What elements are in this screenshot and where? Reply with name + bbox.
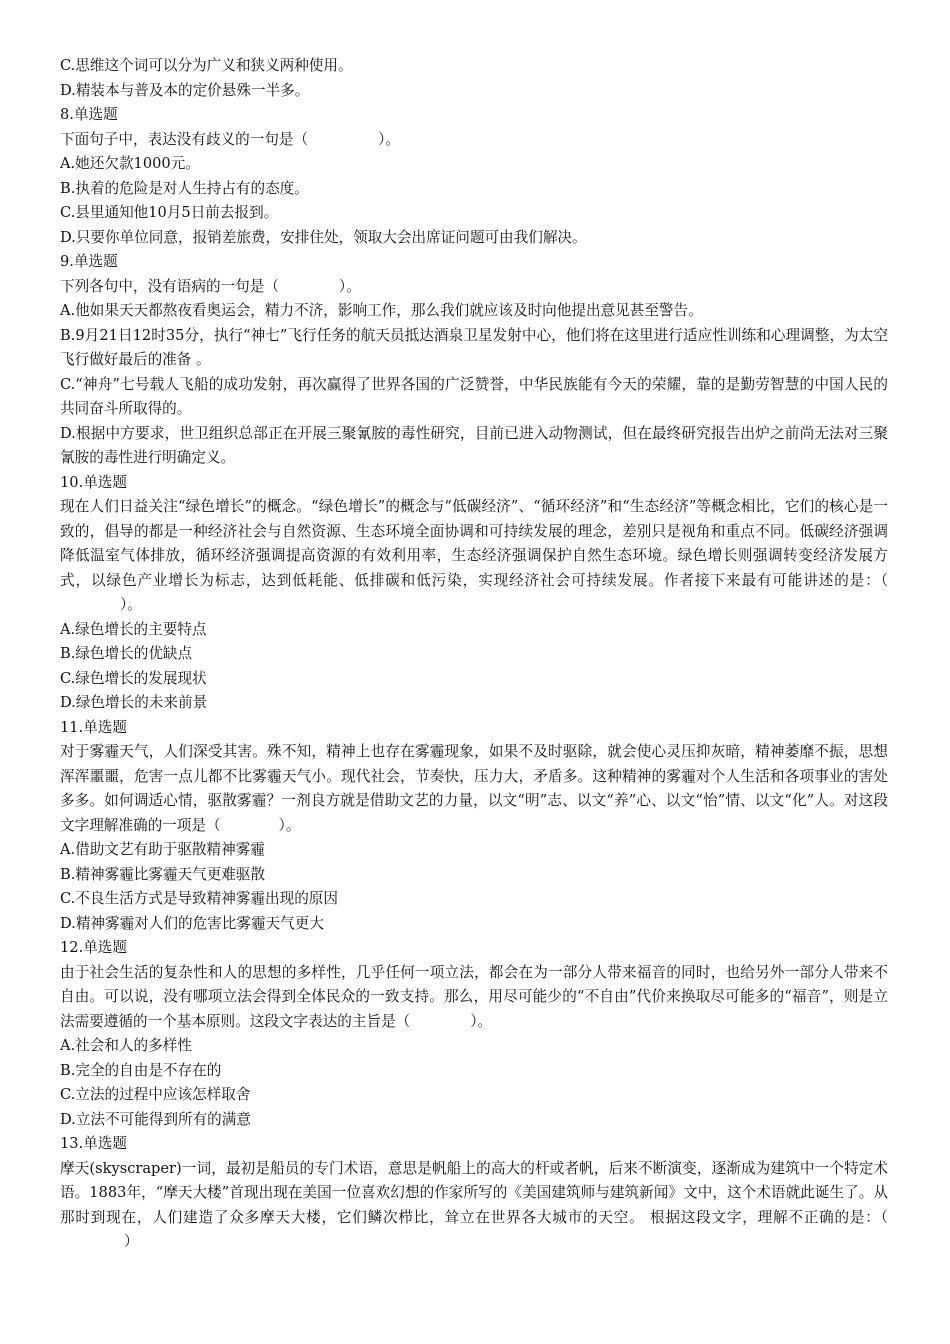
option-b: B.执着的危险是对人生持占有的态度。: [60, 179, 309, 197]
stem-text: 对于雾霾天气，人们深受其害。殊不知，精神上也存在雾霾现象，如果不及时驱除，就会使心灵压抑灰暗，精神萎靡不振，思想浑浑噩噩，危害一点儿都不比雾霾天气小。现代社会，节奏快，压力大，矛盾多。这种精神的雾霾对个人生活和各项事业的害处多多。如何调适心情，驱散雾霾？一剂良方就是借助文艺的力量，以文“明”志、以文“养”心、以文“怡”情、以文“化”人。对这段文字理解准确的一项是（: [60, 743, 888, 834]
option-a: A.他如果天天都熬夜看奥运会，精力不济，影响工作，那么我们就应该及时向他提出意见甚至警告。: [60, 302, 703, 319]
question-10: [60, 471, 888, 716]
question-13: [60, 1132, 888, 1255]
question-header: 9.单选题: [60, 253, 118, 270]
option-c: C.不良生活方式是导致精神雾霾出现的原因: [60, 890, 338, 907]
option-a: A.她还欠款1000元。: [60, 155, 200, 172]
option-c: C.立法的过程中应该怎样取舍: [60, 1086, 251, 1103]
question-8: [60, 103, 888, 250]
option-b: B.精神雾霾比雾霾天气更难驱散: [60, 865, 266, 883]
option-d: D.精神雾霾对人们的危害比雾霾天气更大: [60, 914, 324, 932]
stem-text: 现在人们日益关注“绿色增长”的概念。“绿色增长”的概念与“低碳经济”、“循环经济”和“生态经济”等概念相比，它们的核心是一致的，倡导的都是一种经济社会与自然资源、生态环境全面协调和可持续发展的理念，差别只是视角和重点不同。低碳经济强调降低温室气体排放，循环经济强调提高资源的有效利用率，生态经济强调保护自然生态环境。绿色增长则强调转变经济发展方式，以绿色产业增长为标志，达到低耗能、低排碳和低污染，实现经济社会可持续发展。作者接下来最有可能讲述的是：（: [60, 498, 888, 589]
option-c: C.“神舟”七号载人飞船的成功发射，再次赢得了世界各国的广泛赞誉，中华民族能有今天的荣耀，靠的是勤劳智慧的中国人民的共同奋斗所取得的。: [60, 375, 888, 417]
document-page: [60, 54, 888, 1255]
option-c: C.思维这个词可以分为广义和狭义两种使用。: [60, 57, 353, 74]
question-stem: [60, 1157, 888, 1255]
question-stem: [60, 128, 888, 153]
stem-end: ）。: [278, 816, 301, 834]
question-header: 13.单选题: [60, 1135, 127, 1152]
option-d: D.绿色增长的未来前景: [60, 694, 208, 711]
question-11: [60, 716, 888, 937]
option-a: A.社会和人的多样性: [60, 1037, 192, 1054]
stem-text: 由于社会生活的复杂性和人的思想的多样性，几乎任何一项立法，都会在为一部分人带来福音的同时，也给另外一部分人带来不自由。可以说，没有哪项立法会得到全体民众的一致支持。那么，用尽可能少的“不自由”代价来换取尽可能多的“福音”，则是立法需要遵循的一个基本原则。这段文字表达的主旨是（: [60, 963, 888, 1030]
question-stem: [60, 495, 888, 618]
stem-end: ）。: [470, 1012, 493, 1030]
stem-end: ）。: [120, 596, 142, 613]
stem-end: ）。: [378, 130, 400, 148]
option-d: D.精装本与普及本的定价悬殊一半多。: [60, 81, 310, 99]
option-b: B.绿色增长的优缺点: [60, 645, 193, 662]
option-d: D.只要你单位同意，报销差旅费，安排住处，领取大会出席证问题可由我们解决。: [60, 228, 587, 246]
stem-end: ）: [124, 1233, 139, 1250]
option-c: C.绿色增长的发展现状: [60, 669, 207, 687]
question-stem: [60, 275, 888, 300]
question-header: 10.单选题: [60, 473, 127, 491]
option-a: A.绿色增长的主要特点: [60, 620, 207, 638]
stem-text: 摩天(skyscraper)一词，最初是船员的专门术语，意思是帆船上的高大的杆或者帆，后来不断演变，逐渐成为建筑中一个特定术语。1883年，“摩天大楼”首现出现在美国一位喜欢幻想的作家所写的《美国建筑师与建筑新闻》文中，这个术语就此诞生了。从那时到现在，人们建造了众多摩天大楼，它们鳞次栉比，耸立在世界各大城市的天空。 根据这段文字，理解不正确的是：（: [60, 1159, 888, 1226]
option-c: C.县里通知他10月5日前去报到。: [60, 204, 279, 221]
question-header: 11.单选题: [60, 718, 127, 736]
question-header: 8.单选题: [60, 106, 118, 123]
question-9: [60, 250, 888, 471]
question-12: [60, 936, 888, 1132]
stem-text: 下列各句中，没有语病的一句是（: [60, 277, 279, 295]
question-stem: [60, 961, 888, 1035]
stem-end: ）。: [338, 277, 361, 295]
option-d: D.立法不可能得到所有的满意: [60, 1110, 251, 1128]
option-a: A.借助文艺有助于驱散精神雾霾: [60, 841, 265, 858]
question-header: 12.单选题: [60, 939, 127, 956]
option-b: B.9月21日12时35分，执行“神七”飞行任务的航天员抵达酒泉卫星发射中心，他们将在这里进行适应性训练和心理调整，为太空飞行做好最后的准备 。: [60, 326, 888, 368]
stem-text: 下面句子中，表达没有歧义的一句是（: [60, 130, 309, 148]
question-stem: [60, 740, 888, 838]
option-d: D.根据中方要求，世卫组织总部正在开展三聚氰胺的毒性研究，目前已进入动物测试，但在最终研究报告出炉之前尚无法对三聚氰胺的毒性进行明确定义。: [60, 424, 888, 466]
option-b: B.完全的自由是不存在的: [60, 1061, 222, 1079]
